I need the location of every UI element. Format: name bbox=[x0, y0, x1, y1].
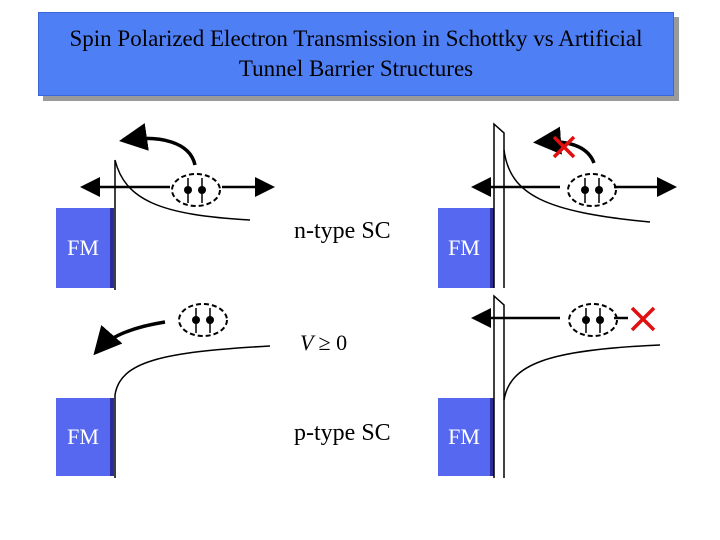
emission-arrow-p-schottky bbox=[98, 322, 165, 350]
sc-band-p-tunnel bbox=[504, 345, 660, 400]
tunnel-p-panel bbox=[476, 296, 660, 478]
fm-label-top-left: FM bbox=[67, 235, 99, 260]
tunnel-n-panel bbox=[476, 124, 672, 288]
spin-pair-n-tunnel bbox=[568, 174, 616, 206]
spin-pair-p-tunnel bbox=[569, 304, 617, 336]
tunnel-barrier-p bbox=[494, 296, 504, 478]
schottky-p-barrier bbox=[115, 346, 270, 478]
fm-label-bottom-left: FM bbox=[67, 424, 99, 449]
schottky-n-barrier bbox=[115, 160, 250, 290]
spin-pair-n-schottky bbox=[172, 174, 220, 206]
blocked-x-mark-icon bbox=[632, 308, 654, 330]
blocked-x-mark-icon bbox=[554, 137, 574, 157]
bias-variable: V bbox=[300, 330, 314, 355]
fm-label-top-right: FM bbox=[448, 235, 480, 260]
tunnel-barrier-n bbox=[494, 124, 504, 288]
schottky-p-panel bbox=[98, 304, 270, 478]
title-line-2: Tunnel Barrier Structures bbox=[238, 56, 474, 81]
bias-relation: ≥ 0 bbox=[318, 330, 348, 355]
p-type-sc-label: p-type SC bbox=[294, 420, 391, 446]
fm-label-bottom-right: FM bbox=[448, 424, 480, 449]
title-line-1: Spin Polarized Electron Transmission in Schottky vs Artificial bbox=[69, 26, 643, 51]
schottky-n-panel bbox=[85, 138, 270, 290]
n-type-sc-label: n-type SC bbox=[294, 218, 391, 244]
spin-pair-p-schottky bbox=[179, 304, 227, 336]
emission-arrow-n-schottky bbox=[126, 138, 195, 165]
